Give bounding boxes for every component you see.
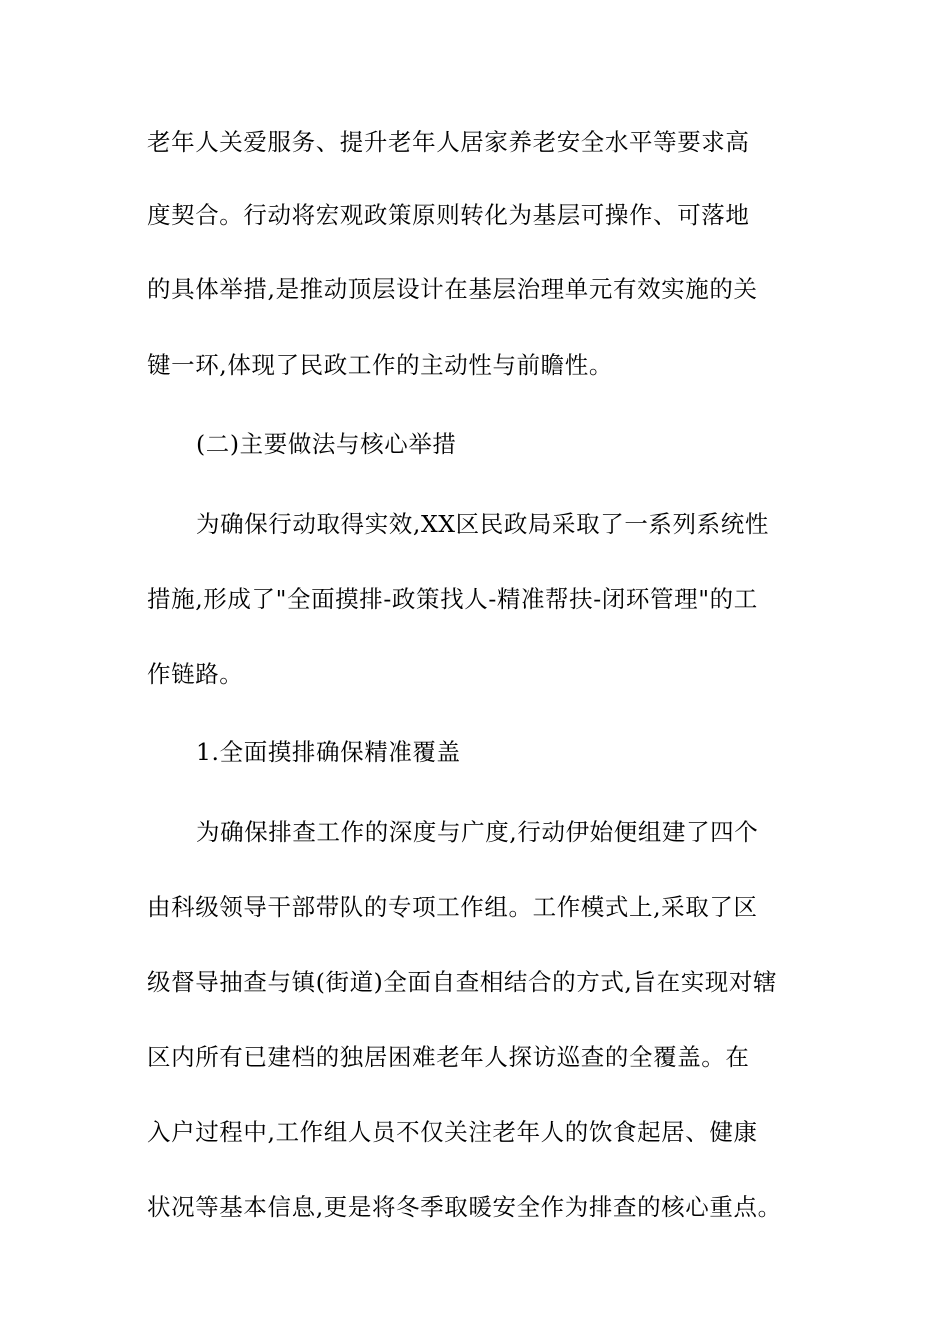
paragraph-line: 为确保行动取得实效,XX区民政局采取了一系列系统性 — [196, 510, 769, 538]
paragraph-line: 措施,形成了"全面摸排-政策找人-精准帮扶-闭环管理"的工 — [147, 585, 758, 613]
paragraph-line: 的具体举措,是推动顶层设计在基层治理单元有效实施的关 — [147, 275, 758, 303]
paragraph-line: 入户过程中,工作组人员不仅关注老年人的饮食起居、健康 — [147, 1118, 758, 1146]
paragraph-line: 为确保排查工作的深度与广度,行动伊始便组建了四个 — [196, 818, 759, 846]
paragraph-line: 度契合。行动将宏观政策原则转化为基层可操作、可落地 — [147, 201, 750, 229]
subsection-heading: 1.全面摸排确保精准覆盖 — [196, 738, 461, 766]
paragraph-line: 区内所有已建档的独居困难老年人探访巡查的全覆盖。在 — [147, 1043, 750, 1071]
paragraph-line: 键一环,体现了民政工作的主动性与前瞻性。 — [147, 351, 613, 379]
section-heading: (二)主要做法与核心举措 — [196, 430, 457, 458]
paragraph-line: 由科级领导干部带队的专项工作组。工作模式上,采取了区 — [147, 893, 758, 921]
paragraph-line: 老年人关爱服务、提升老年人居家养老安全水平等要求高 — [147, 128, 750, 156]
paragraph-line: 状况等基本信息,更是将冬季取暖安全作为排查的核心重点。 — [147, 1193, 782, 1221]
paragraph-line: 级督导抽查与镇(街道)全面自查相结合的方式,旨在实现对辖 — [147, 968, 778, 996]
paragraph-line: 作链路。 — [147, 660, 244, 688]
